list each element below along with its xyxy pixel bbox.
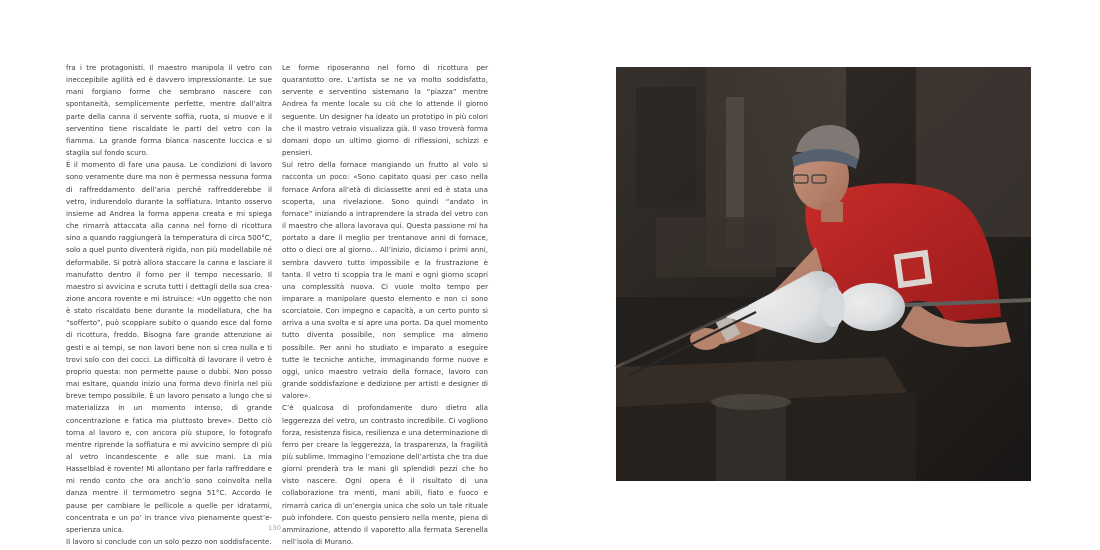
paragraph: C’è qualcosa di profondamente duro dietro alla leggerezza del vetro, un contrasto incredibile. Ci vogliono forza, resistenza fisica, resilienza e una determinazione di ferro per creare la leggerezza, la trasparenza, la fragilità più sublime. Immagino l’emozione dell’artista che tra due giorni prenderà tra le mani gli splendidi pezzi che ho visto nascere. Ogni opera è il risultato di una collaborazione tra menti, mani abili, fiato e fuoco e rimarrà carica di un’energia unica che solo un tale rituale può infondere. Con questo pensiero nella mente, piena di ammirazione, attendo il vaporetto alla fermata Serenella nell’isola di Murano.: [282, 403, 488, 547]
text-column-left: [66, 62, 272, 547]
paragraph: Sul retro della fornace mangiando un frutto al volo si racconta un poco: «Sono capitato quasi per caso nella fornace Anfora all’età di diciassette anni ed è stata una scoperta, una rivelazione. Sono quindi “andato in fornace” iniziando a intraprendere la strada del vetro con il maestro che allora lavorava qui. Questa passione mi ha portato a dare il meglio per trentanove anni di fornace, otto o dieci ore al giorno... All’inizio, diciamo i primi anni, sembra davvero tutto impossibile e la frustrazione è tanta. Il vetro ti scoppia tra le mani e ogni giorno scopri una complessità nuova. Ci vuole molto tempo per imparare a manipolare questo elemento e non ci sono scorciatoie. Con impegno e capacità, a un certo punto si arriva a una svolta e si apre una porta. Da quel momento tutto diventa possibile, non semplice ma almeno possibile. Per anni ho studiato e imparato a eseguire tutte le tecniche antiche, immaginando forme nuove e oggi, unico maestro vetraio della fornace, lavoro con grande soddisfazione e dedizione per artisti e designer di valore».: [282, 160, 488, 401]
page-number: 130: [268, 524, 282, 532]
paragraph: È il momento di fare una pausa. Le condizioni di lavoro sono veramente dure ma non è permessa nessuna forma di raffreddamento dell’aria perché raffredderebbe il vetro, indurendolo durante la soffiatura. Intanto osservo insieme ad Andrea la forma appena creata e mi spiega che rimarrà attaccata alla canna nel forno di ricottura sino a quando raggiungerà la temperatura di circa 500°C, solo a quel punto diventerà rigida, non più modellabile né deformabile. Si potrà allora staccare la canna e lasciare il manufatto dentro il forno per il tempo necessario. Il maestro si avvicina e scruta tutti i dettagli della sua creazione ancora rovente e mi istruisce: «Un oggetto che non è stato riscaldato bene durante la modellatura, che ha “sofferto”, può scoppiare subito o quando esce dal forno di ricottura, freddo. Bisogna fare grande attenzione ai gesti e ai tempi, se non lavori bene non si crea nulla e ti trovi solo con dei cocci. La difficoltà di lavorare il vetro è proprio questa: non permette pause o dubbi. Non posso mai esitare, quando inizio una forma devo finirla nel più breve tempo possibile. È un lavoro pensato a lungo che si materializza in un momento intenso, di grande concentrazione e fatica ma piuttosto breve». Detto ciò torna al lavoro e, con ancora più stupore, lo fotografo mentre riprende la soffiatura e mi avvicino sempre di più al vetro incandescente e alle sue mani. La mia Hasselblad è rovente! Mi allontano per farla raffreddare e mi rendo conto che ora anch’io sono coinvolta nella danza mentre il termometro segna 51°C. Accordo le pause per cambiare le pellicole a quelle per idratarmi, concentrata e un po’ in trance vivo pienamente quest’esperienza unica.: [66, 160, 272, 534]
paragraph: Il lavoro si conclude con un solo pezzo non soddisfacente.: [66, 537, 272, 547]
glassblower-photo: [616, 67, 1031, 481]
text-column-right: [282, 62, 488, 547]
paragraph: Le forme riposeranno nel forno di ricottura per quarantotto ore. L’artista se ne va molto soddisfatto, servente e serventino sistemano la “piazza” mentre Andrea fa mente locale su ciò che lo attende il giorno seguente. Un designer ha ideato un prototipo in più colori che il mastro vetraio visualizza già. Il vaso troverà forma domani dopo un ultimo giorno di riflessioni, schizzi e pensieri.: [282, 63, 488, 158]
paragraph: fra i tre protagonisti. Il maestro manipola il vetro con ineccepibile agilità ed è davvero impressionante. Le sue mani forgiano forme che sembrano nascere con spontaneità, semplicemente perfette, mentre dall’altra parte della canna il servente soffia, ruota, si muove e il serventino tiene riscaldate le parti del vetro con la fiamma. La grande forma bianca nascente luccica e si staglia sul fondo scuro.: [66, 63, 272, 158]
